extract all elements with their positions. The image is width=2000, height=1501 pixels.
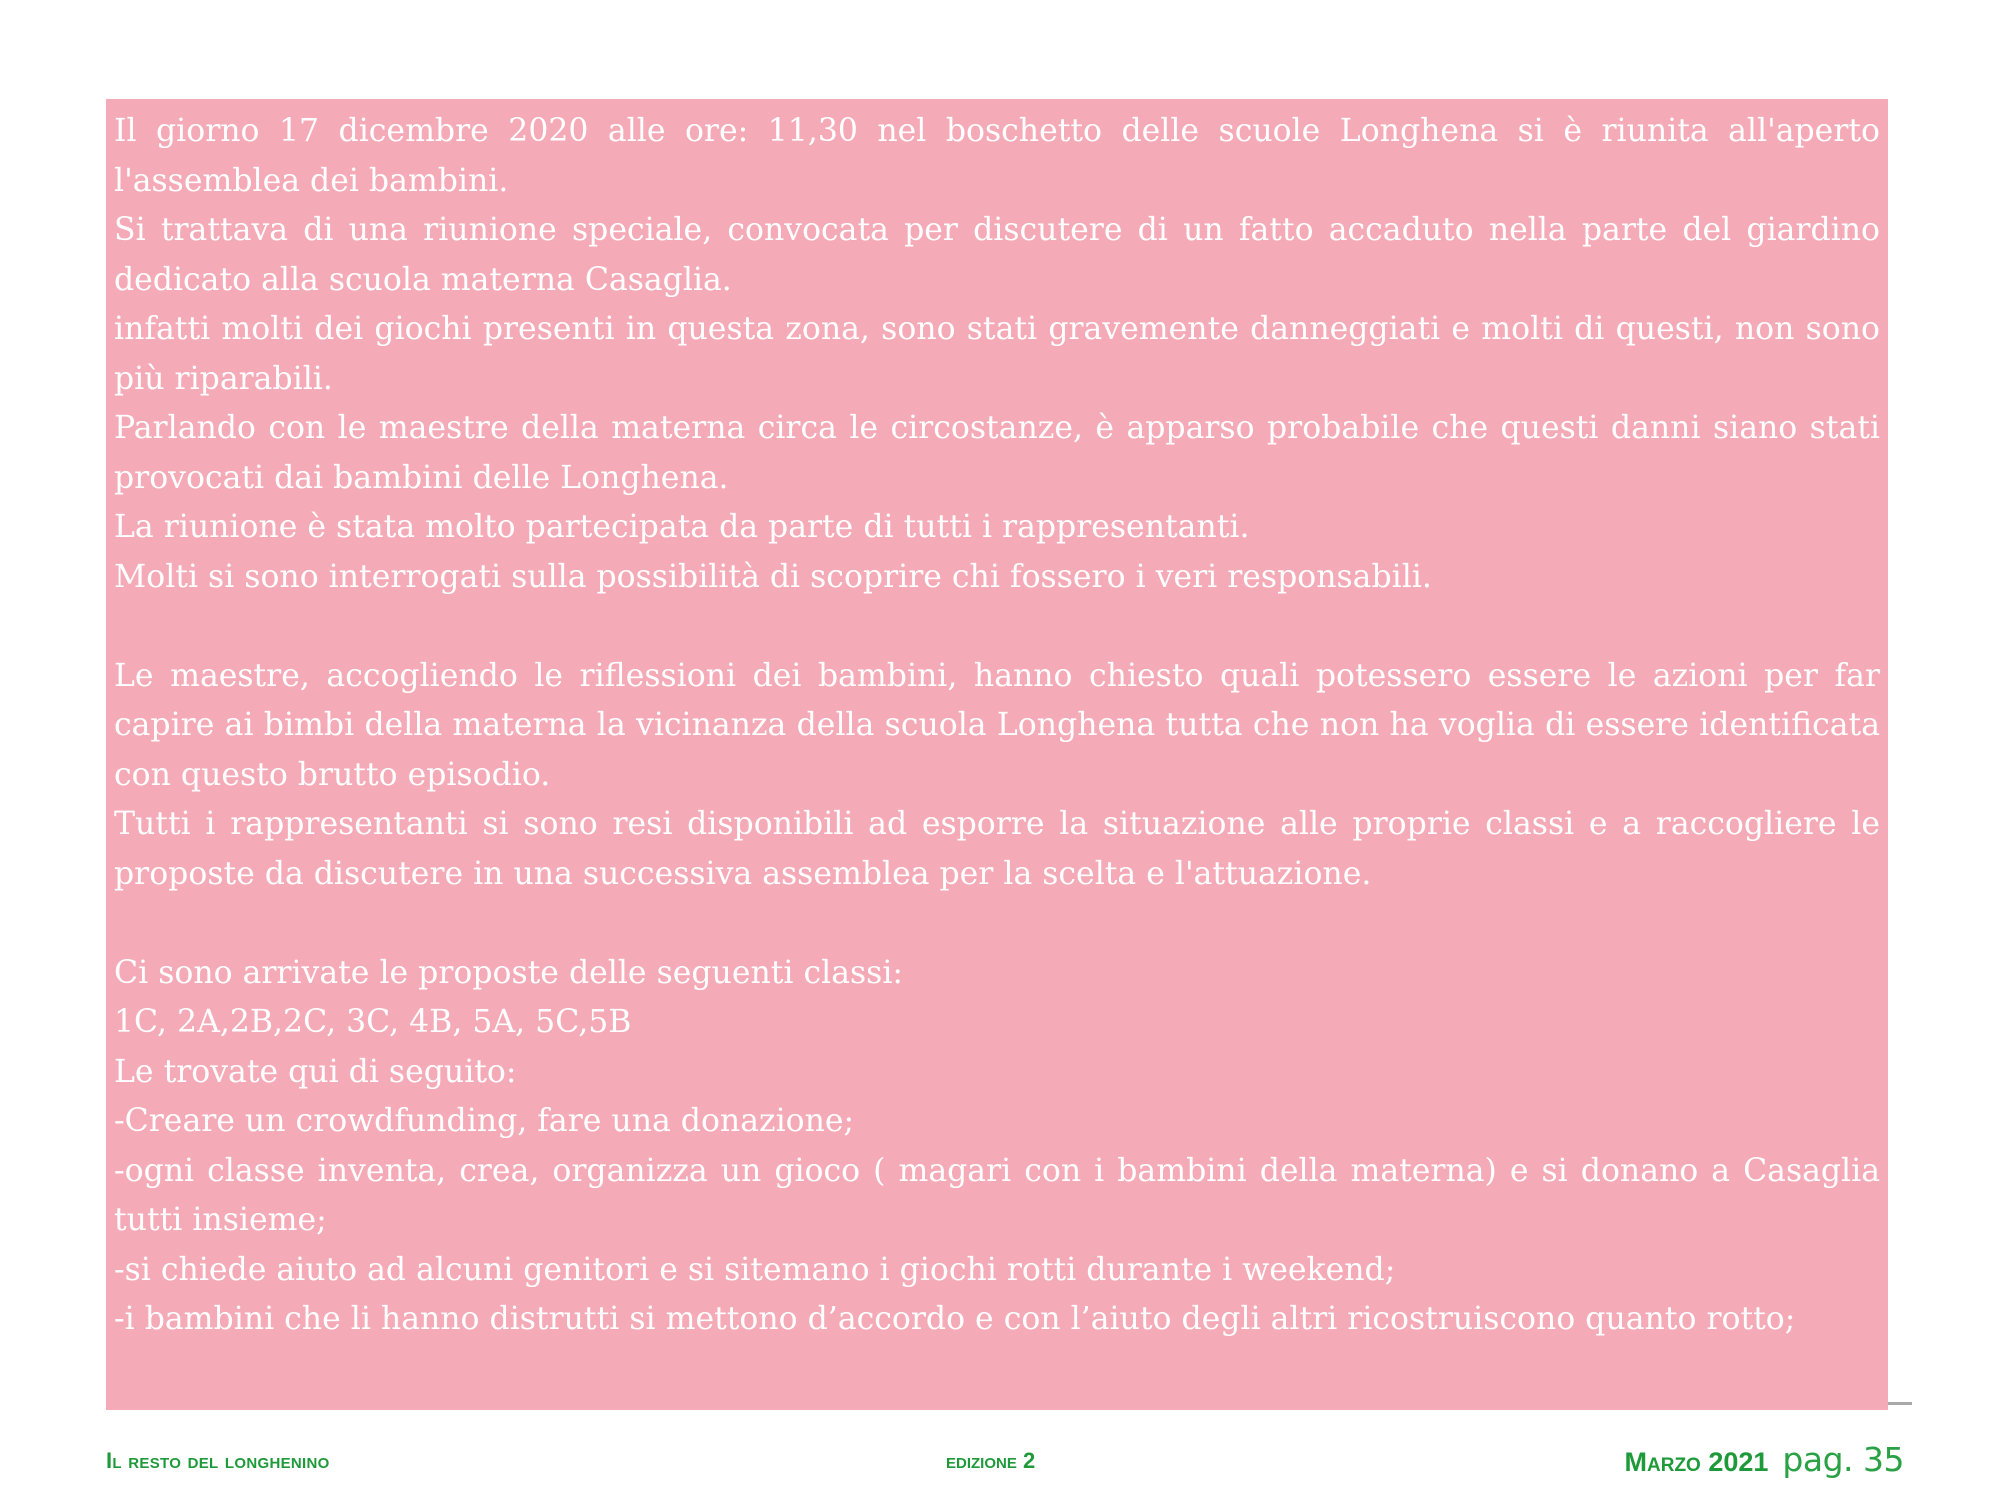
article-paragraph-6: Molti si sono interrogati sulla possibilità di scoprire chi fossero i veri responsabili. xyxy=(114,558,1432,595)
class-list: 1C, 2A,2B,2C, 3C, 4B, 5A, 5C,5B xyxy=(114,1004,632,1040)
article-paragraph-9: Ci sono arrivate le proposte delle seguenti classi: xyxy=(114,954,904,991)
proposal-item-2: -ogni classe inventa, crea, organizza un gioco ( magari con i bambini della materna) e si donano a Casaglia tutti insieme; xyxy=(114,1152,1880,1238)
article-paragraph-2: Si trattava di una riunione speciale, convocata per discutere di un fatto accaduto nella parte del giardino dedicato alla scuola materna Casaglia. xyxy=(114,212,1880,298)
article-paragraph-11: Le trovate qui di seguito: xyxy=(114,1053,517,1090)
article-paragraph-5: La riunione è stata molto partecipata da parte di tutti i rappresentanti. xyxy=(114,509,1250,545)
issue-date: Marzo 2021 xyxy=(1624,1447,1769,1477)
paragraph-spacer xyxy=(114,602,1880,652)
proposal-item-4: -i bambini che li hanno distrutti si mettono d’accordo e con l’aiuto degli altri ricostruiscono quanto rotto; xyxy=(114,1301,1796,1337)
article-paragraph-4: Parlando con le maestre della materna circa le circostanze, è apparso probabile che questi danni siano stati provocati dai bambini delle Longhena. xyxy=(114,410,1880,496)
article-paragraph-1: Il giorno 17 dicembre 2020 alle ore: 11,30 nel boschetto delle scuole Longhena si è riunita all'aperto l'assemblea dei bambini. xyxy=(114,113,1880,199)
footer-date-page xyxy=(1625,1440,1904,1479)
article-text xyxy=(114,107,1880,1345)
page-footer xyxy=(0,1440,2000,1480)
article-paragraph-3: infatti molti dei giochi presenti in questa zona, sono stati gravemente danneggiati e molti di questi, non sono più riparabili. xyxy=(114,311,1880,397)
edition-label: edizione 2 xyxy=(946,1448,1036,1473)
article-paragraph-8: Tutti i rappresentanti si sono resi disponibili ad esporre la situazione alle proprie classi e a raccogliere le proposte da discutere in una successiva assemblea per la scelta e l'attuazione. xyxy=(114,806,1880,892)
proposal-item-1: -Creare un crowdfunding, fare una donazione; xyxy=(114,1103,855,1139)
publication-name: Il resto del longhenino xyxy=(106,1448,330,1473)
proposal-item-3: -si chiede aiuto ad alcuni genitori e si sitemano i giochi rotti durante i weekend; xyxy=(114,1251,1396,1288)
box-corner-line xyxy=(1888,1402,1912,1405)
page-number: pag. 35 xyxy=(1782,1440,1904,1479)
article-box xyxy=(106,99,1888,1410)
article-paragraph-7: Le maestre, accogliendo le riflessioni dei bambini, hanno chiesto quali potessero essere le azioni per far capire ai bimbi della materna la vicinanza della scuola Longhena tutta che non ha voglia di essere identificata con questo brutto episodio. xyxy=(114,657,1880,793)
paragraph-spacer xyxy=(114,899,1880,949)
